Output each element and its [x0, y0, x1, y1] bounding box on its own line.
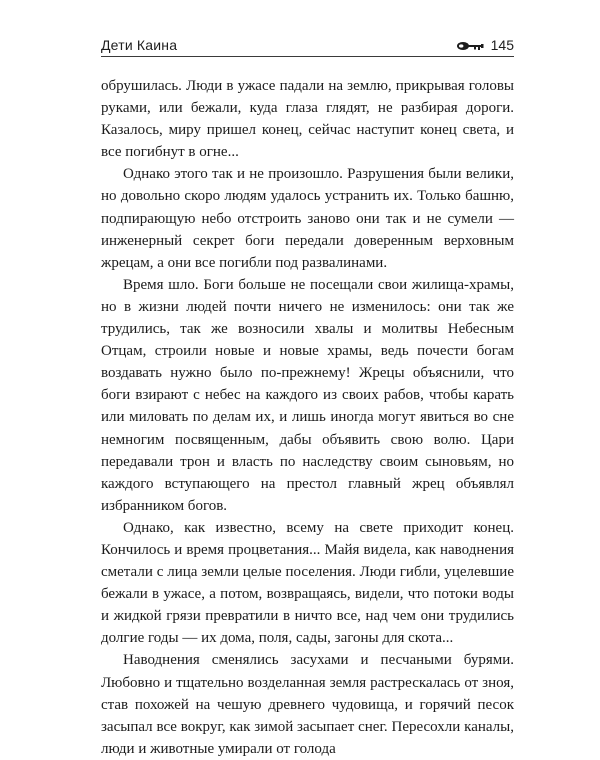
- paragraph: Время шло. Боги больше не посещали свои жилища-храмы, но в жизни людей почти ничего не изменилось: они так же трудились, так же возносили хвалы и молитвы Небесным Отцам, строили новые и новые храмы, ведь почести богам воздавать нужно было по-прежнему! Жрецы объяснили, что боги взирают с небес на каждого из своих рабов, чтобы карать или миловать по делам их, и лишь иногда могут явиться во сне немногим посвященным, дабы объявить свою волю. Цари передавали трон и власть по наследству своим сыновьям, но каждого вступающего на престол главный жрец объявлял избранником богов.: [101, 276, 514, 514]
- page-number-group: [456, 36, 514, 54]
- key-icon: [456, 41, 486, 51]
- paragraph: Наводнения сменялись засухами и песчаными бурями. Любовно и тщательно возделанная земля растрескалась от зноя, став похожей на чешую древнего чудовища, и горячий песок засыпал все вокруг, как зимой засыпает снег. Пересохли каналы, люди и животные умирали от голода: [101, 652, 514, 757]
- page-number: 145: [490, 37, 514, 53]
- body-text: [101, 75, 514, 760]
- running-title: Дети Каина: [101, 37, 178, 53]
- paragraph: Однако, как известно, всему на свете приходит конец. Кончилось и время процветания... Майя видела, как наводнения сметали с лица земли целые поселения. Люди гибли, уцелевшие бежали в ужасе, а потом, возвращаясь, видели, что потоки воды и жидкой грязи превратили в ничто все, над чем они трудились долгие годы — их дома, поля, сады, загоны для скота...: [101, 519, 514, 647]
- running-header: [101, 36, 514, 57]
- paragraph: Однако этого так и не произошло. Разрушения были велики, но довольно скоро людям удалось устранить их. Только башню, подпирающую небо отстроить заново они так и не сумели — инженерный секрет боги передали доверенным верховным жрецам, а они все погибли под развалинами.: [101, 166, 514, 271]
- paragraph: обрушилась. Люди в ужасе падали на землю, прикрывая головы руками, или бежали, куда глаза глядят, не разбирая дороги. Казалось, миру пришел конец, сейчас наступит конец света, и все погибнут в огне...: [101, 78, 514, 161]
